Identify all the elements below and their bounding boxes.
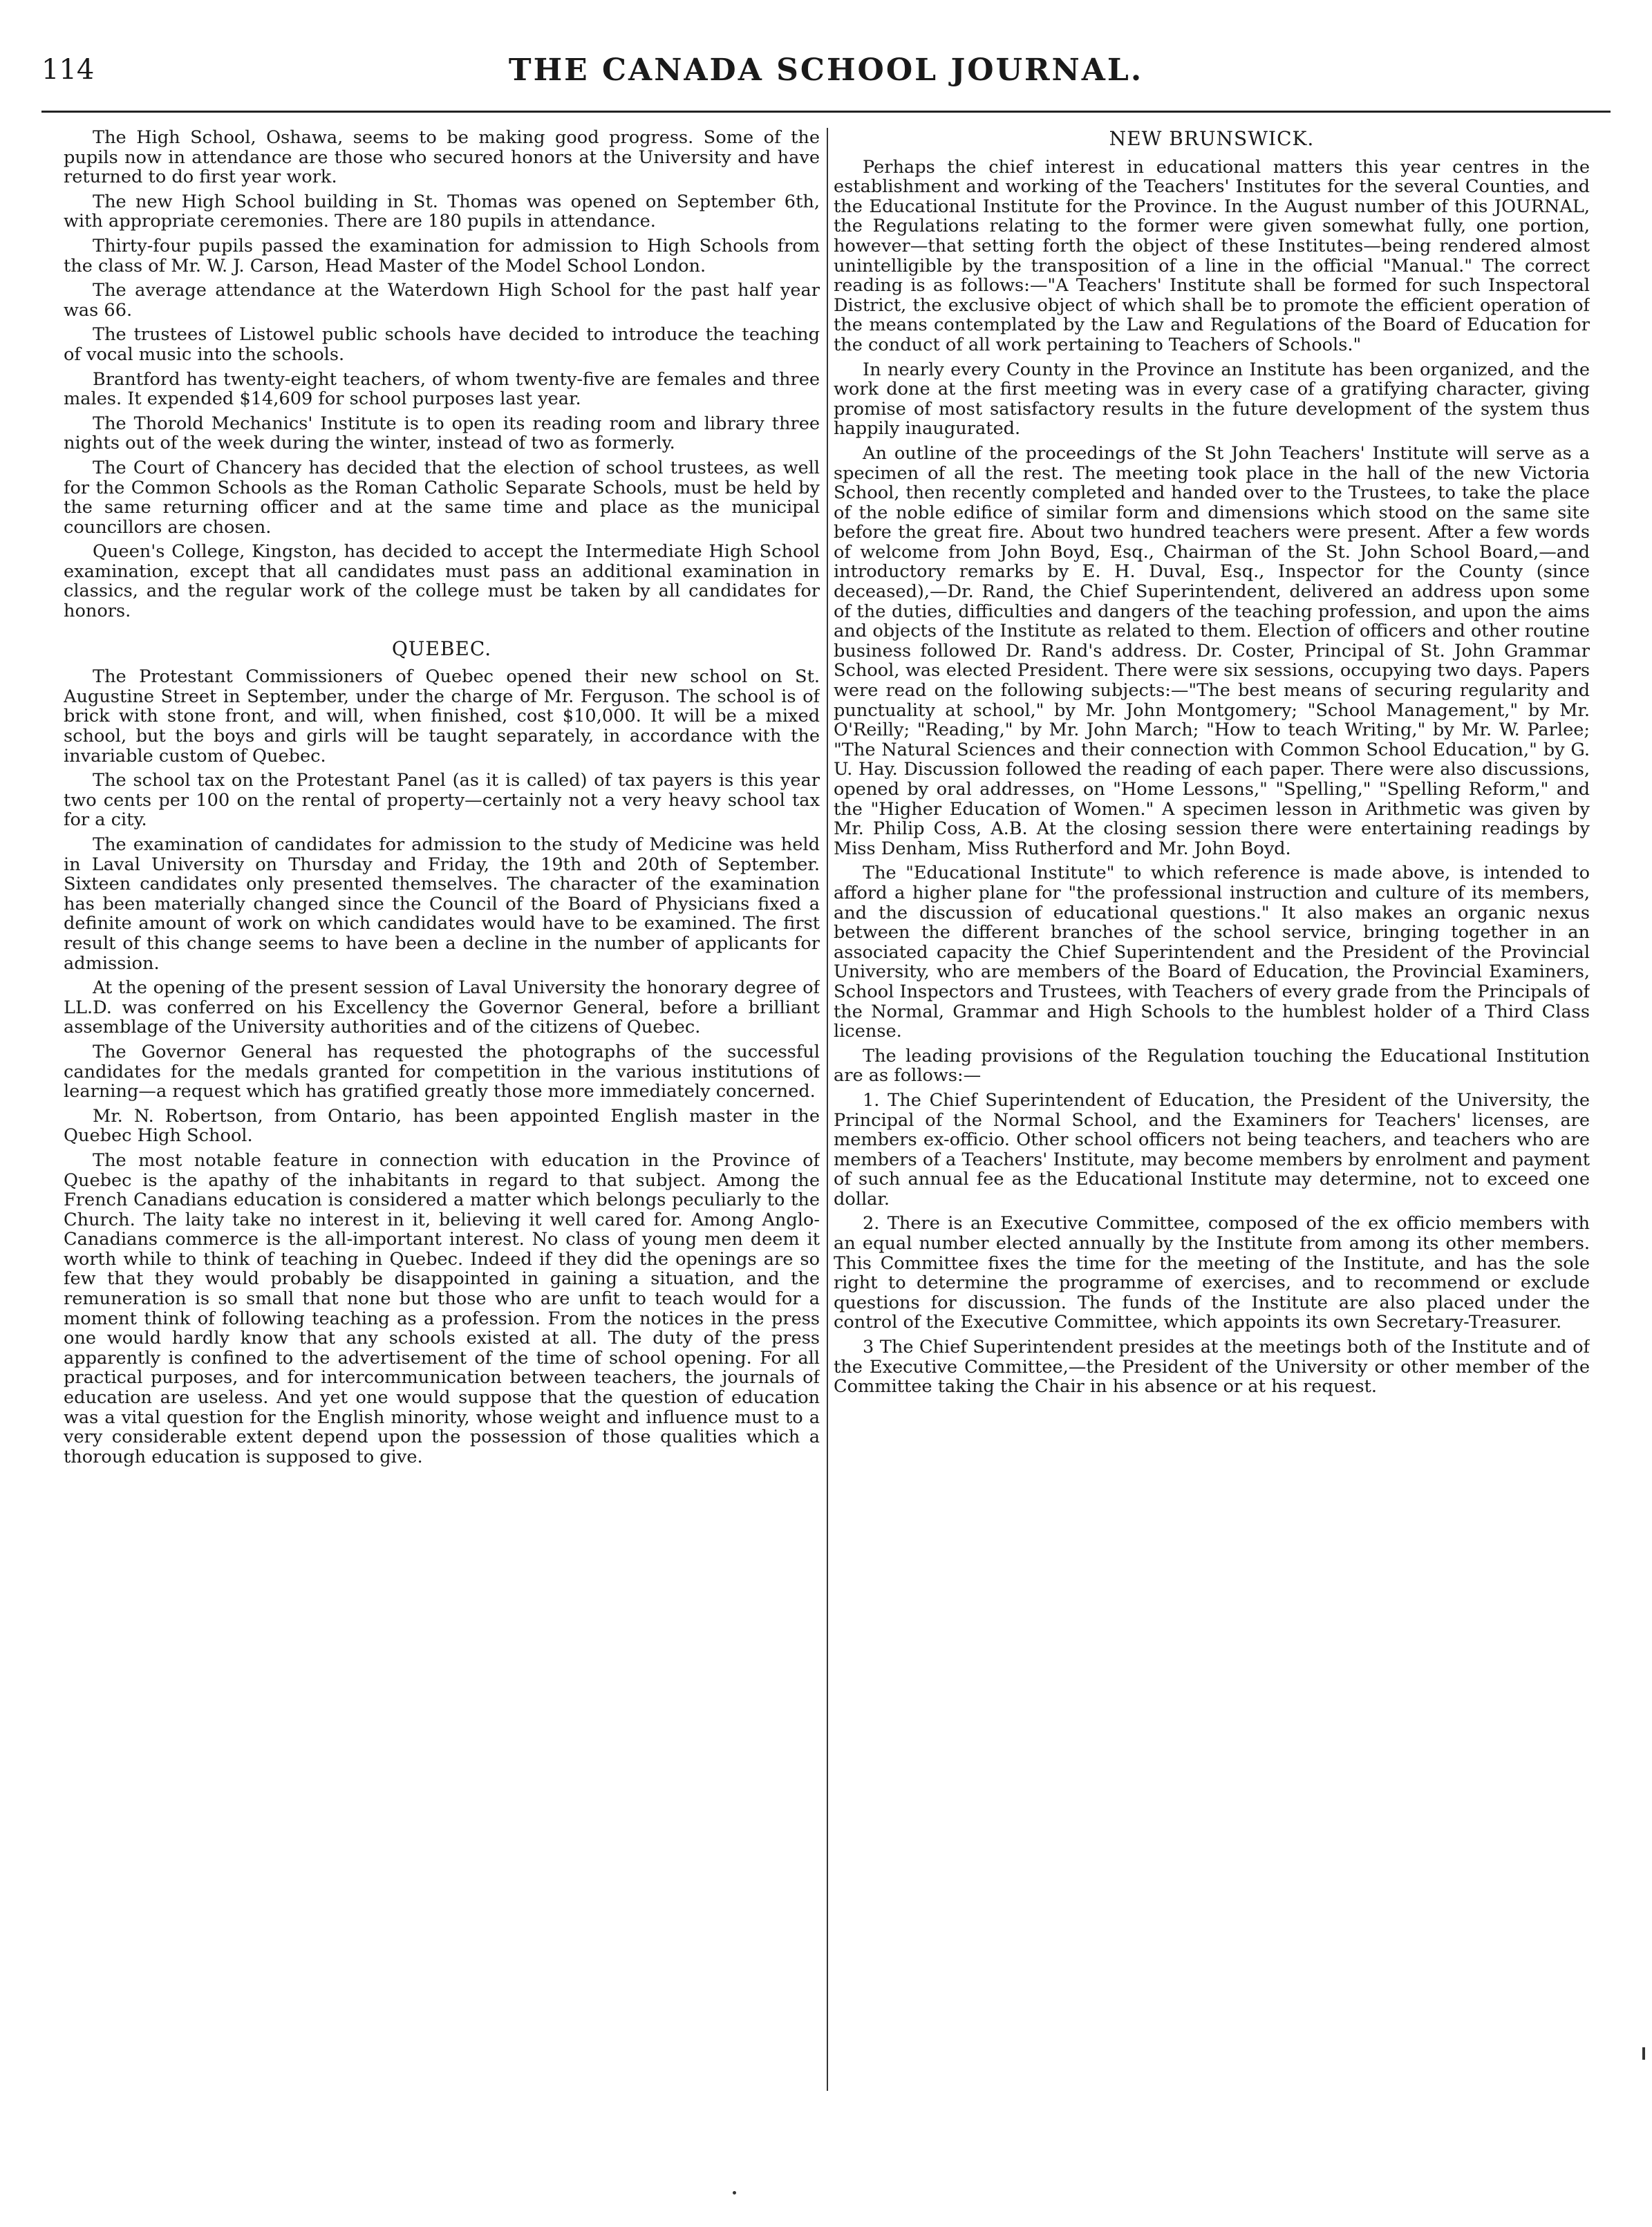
paragraph: Brantford has twenty-eight teachers, of whom twenty-five are females and three males. It expended $14,609 for school purposes last year. xyxy=(64,368,820,410)
column-divider xyxy=(827,128,828,2091)
page-number: 114 xyxy=(41,54,95,86)
margin-mark xyxy=(1642,2047,1645,2060)
left-column xyxy=(64,128,820,2098)
paragraph: Perhaps the chief interest in educational matters this year centres in the establishment and working of the Teachers' Institutes for the several Counties, and the Educational Institute for the Province. In the August number of this JOURNAL, the Regulations relating to the former were given somewhat fully, one portion, however—that setting forth the object of these Institutes—being rendered almost unintelligible by the transposition of a line in the official "Manual." The correct reading is as follows:—"A Teachers' Institute shall be formed for such Inspectoral District, the exclusive object of which shall be to promote the efficient operation of the means contemplated by the Law and Regulations of the Board of Education for the conduct of all work pertaining to Teachers of Schools." xyxy=(834,156,1590,355)
paragraph: 2. There is an Executive Committee, composed of the ex officio members with an equal number elected annually by the Institute from among its other members. This Committee fixes the time for the meeting of the Institute, and has the sole right to determine the programme of exercises, and to recommend or exclude questions for discussion. The funds of the Institute are also placed under the control of the Executive Committee, which appoints its own Secretary-Treasurer. xyxy=(834,1213,1590,1333)
paragraph: The "Educational Institute" to which reference is made above, is intended to afford a higher plane for "the professional instruction and culture of its members, and the discussion of educational questions." It also makes an organic nexus between the different branches of the school service, bringing together in an associated capacity the Chief Superintendent and the President of the Provincial University, who are members of the Board of Education, the Provincial Examiners, School Inspectors and Trustees, with Teachers of every grade from the Principals of the Normal, Grammar and High Schools to the humblest holder of a Third Class license. xyxy=(834,863,1590,1042)
header-rule xyxy=(41,111,1611,113)
paragraph: The High School, Oshawa, seems to be making good progress. Some of the pupils now in attendance are those who secured honors at the University and have returned to do first year work. xyxy=(64,128,820,188)
paragraph: The average attendance at the Waterdown High School for the past half year was 66. xyxy=(64,280,820,321)
paragraph: The new High School building in St. Thomas was opened on September 6th, with appropriate ceremonies. There are 180 pupils in attendance. xyxy=(64,191,820,232)
print-speck xyxy=(733,2191,736,2195)
paragraph: The Court of Chancery has decided that the election of school trustees, as well for the Common Schools as the Roman Catholic Separate Schools, must be held by the same returning officer and at the same time and place as the municipal councillors are chosen. xyxy=(64,457,820,538)
section-heading-quebec: QUEBEC. xyxy=(391,637,492,660)
paragraph: Queen's College, Kingston, has decided to accept the Intermediate High School examination, except that all candidates must pass an additional examination in classics, and the regular work of the college must be taken by all candidates for honors. xyxy=(64,541,820,622)
running-title: THE CANADA SCHOOL JOURNAL. xyxy=(508,53,1144,88)
paragraph: 3 The Chief Superintendent presides at the meetings both of the Institute and of the Executive Committee,—the President of the University or other member of the Committee taking the Chair in his absence or at his request. xyxy=(834,1337,1590,1398)
paragraph: The school tax on the Protestant Panel (as it is called) of tax payers is this year two cents per 100 on the rental of property—certainly not a very heavy school tax for a city. xyxy=(64,770,820,831)
paragraph: The trustees of Listowel public schools have decided to introduce the teaching of vocal music into the schools. xyxy=(64,324,820,365)
page-header xyxy=(41,48,1611,104)
paragraph: In nearly every County in the Province an Institute has been organized, and the work done at the first meeting was in every case of a gratifying character, giving promise of most satisfactory results in the future development of the system thus happily inaugurated. xyxy=(834,359,1590,440)
paragraph: The most notable feature in connection with education in the Province of Quebec is the apathy of the inhabitants in regard to that subject. Among the French Canadians education is considered a matter which belongs peculiarly to the Church. The laity take no interest in it, believing it well cared for. Among Anglo-Canadians commerce is the all-important interest. No class of young men deem it worth while to think of teaching in Quebec. Indeed if they did the openings are so few that they would probably be disappointed in gaining a situation, and the remuneration is so small that none but those who are unfit to teach would for a moment think of following teaching as a profession. From the notices in the press one would hardly know that any schools existed at all. The duty of the press apparently is confined to the advertisement of the time of school opening. For all practical purposes, and for intercommunication between teachers, the journals of education are useless. And yet one would suppose that the question of education was a vital question for the English minority, whose weight and influence must to a very considerable extent depend upon the possession of those qualities which a thorough education is supposed to give. xyxy=(64,1149,820,1467)
paragraph: At the opening of the present session of Laval University the honorary degree of LL.D. was conferred on his Excellency the Governor General, before a brilliant assemblage of the University authorities and of the citizens of Quebec. xyxy=(64,977,820,1038)
paragraph: The examination of candidates for admission to the study of Medicine was held in Laval University on Thursday and Friday, the 19th and 20th of September. Sixteen candidates only presented themselves. The character of the examination has been materially changed since the Council of the Board of Physicians fixed a definite amount of work on which candidates would have to be examined. The first result of this change seems to have been a decline in the number of applicants for admission. xyxy=(64,834,820,974)
paragraph: The leading provisions of the Regulation touching the Educational Institution are as follows:— xyxy=(834,1045,1590,1087)
paragraph: The Protestant Commissioners of Quebec opened their new school on St. Augustine Street in September, under the charge of Mr. Ferguson. The school is of brick with stone front, and will, when finished, cost $10,000. It will be a mixed school, but the boys and girls will be taught separately, in accordance with the invariable custom of Quebec. xyxy=(64,666,820,767)
paragraph: Thirty-four pupils passed the examination for admission to High Schools from the class of Mr. W. J. Carson, Head Master of the Model School London. xyxy=(64,235,820,276)
paragraph: Mr. N. Robertson, from Ontario, has been appointed English master in the Quebec High School. xyxy=(64,1105,820,1147)
right-column xyxy=(834,128,1590,2098)
section-heading-new-brunswick: NEW BRUNSWICK. xyxy=(1109,128,1315,150)
paragraph: 1. The Chief Superintendent of Education, the President of the University, the Principal of the Normal School, and the Examiners for Teachers' licenses, are members ex-officio. Other school officers not being teachers, and teachers who are members of a Teachers' Institute, may become members by enrolment and payment of such annual fee as the Educational Institute may determine, not to exceed one dollar. xyxy=(834,1089,1590,1210)
paragraph: An outline of the proceedings of the St John Teachers' Institute will serve as a specimen of all the rest. The meeting took place in the hall of the new Victoria School, then recently completed and handed over to the Trustees, to take the place of the noble edifice of similar form and dimensions which stood on the same site before the great fire. About two hundred teachers were present. After a few words of welcome from John Boyd, Esq., Chairman of the St. John School Board,—and introductory remarks by E. H. Duval, Esq., Inspector for the County (since deceased),—Dr. Rand, the Chief Superintendent, delivered an address upon some of the duties, difficulties and dangers of the teaching profession, and upon the aims and objects of the Institute as related to them. Election of officers and other routine business followed Dr. Rand's address. Dr. Coster, Principal of St. John Grammar School, was elected President. There were six sessions, occupying two days. Papers were read on the following subjects:—"The best means of securing regularity and punctuality at school," by Mr. John Montgomery; "School Management," by Mr. O'Reilly; "Reading," by Mr. John March; "How to teach Writing," by Mr. W. Parlee; "The Natural Sciences and their connection with Common School Education," by G. U. Hay. Discussion followed the reading of each paper. There were also discussions, opened by oral addresses, on "Home Lessons," "Spelling," "Spelling Reform," and the "Higher Education of Women." A specimen lesson in Arithmetic was given by Mr. Philip Coss, A.B. At the closing session there were entertaining readings by Miss Denham, Miss Rutherford and Mr. John Boyd. xyxy=(834,442,1590,859)
paragraph: The Thorold Mechanics' Institute is to open its reading room and library three nights out of the week during the winter, instead of two as formerly. xyxy=(64,413,820,454)
paragraph: The Governor General has requested the photographs of the successful candidates for the medals granted for competition in the various institutions of learning—a request which has gratified greatly those more immediately concerned. xyxy=(64,1041,820,1102)
